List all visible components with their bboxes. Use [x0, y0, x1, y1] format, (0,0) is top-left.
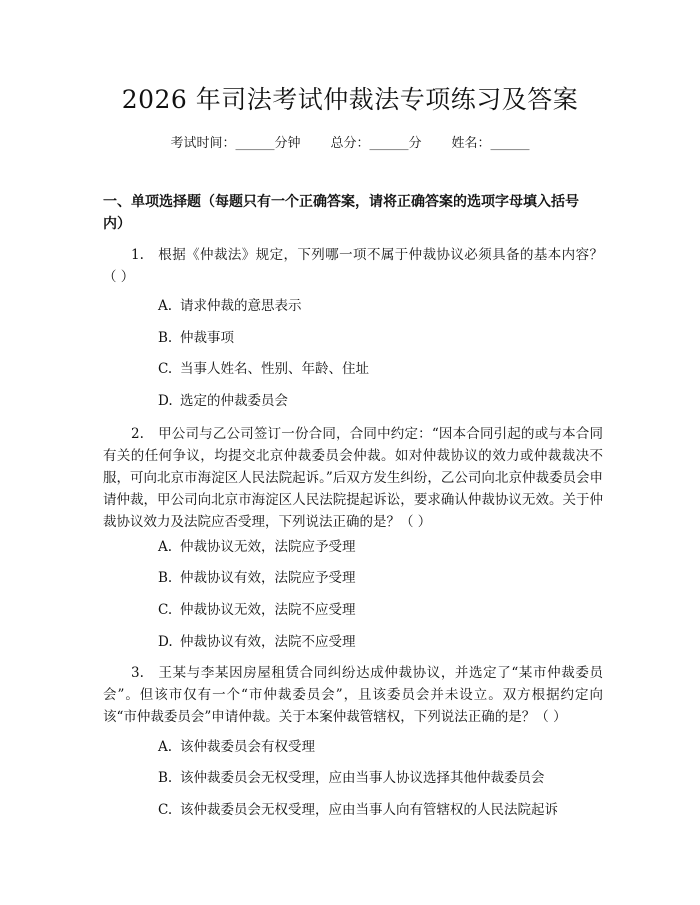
option-3b: B. 该仲裁委员会无权受理，应由当事人协议选择其他仲裁委员会: [158, 770, 545, 786]
option-3a: A. 该仲裁委员会有权受理: [158, 739, 315, 755]
question-3: [103, 662, 603, 728]
question-number: 3.: [131, 665, 144, 681]
option-1d: D. 选定的仲裁委员会: [158, 393, 288, 409]
page-title: 2026 年司法考试仲裁法专项练习及答案: [121, 85, 579, 114]
exam-meta: [0, 132, 700, 151]
section-heading: 一、单项选择题（每题只有一个正确答案，请将正确答案的选项字母填入括号内）: [103, 194, 579, 232]
student-name: 姓名：______: [451, 136, 530, 151]
option-2a: A. 仲裁协议无效，法院应予受理: [158, 539, 356, 555]
option-1c: C. 当事人姓名、性别、年龄、住址: [158, 361, 369, 377]
option-2d: D. 仲裁协议有效，法院不应受理: [158, 634, 356, 650]
question-text: 根据《仲裁法》规定，下列哪一项不属于仲裁协议必须具备的基本内容？（ ）: [103, 247, 603, 285]
option-1a: A. 请求仲裁的意思表示: [158, 298, 302, 314]
question-text: 甲公司与乙公司签订一份合同，合同中约定：“因本合同引起的或与本合同有关的任何争议，均提交北京仲裁委员会仲裁。如对仲裁协议的效力或仲裁裁决不服，可向北京市海淀区人民法院起诉。”后双方发生纠纷，乙公司向北京仲裁委员会申请仲裁，甲公司向北京市海淀区人民法院提起诉讼，要求确认仲裁协议无效。关于仲裁协议效力及法院应否受理，下列说法正确的是？（ ）: [103, 426, 603, 530]
question-number: 1.: [131, 247, 144, 263]
total-score: 总分：______分: [330, 136, 422, 151]
option-2c: C. 仲裁协议无效，法院不应受理: [158, 602, 356, 618]
question-1: [103, 244, 603, 288]
option-2b: B. 仲裁协议有效，法院应予受理: [158, 570, 356, 586]
option-3c: C. 该仲裁委员会无权受理，应由当事人向有管辖权的人民法院起诉: [158, 802, 558, 818]
question-2: [103, 423, 603, 533]
question-text: 王某与李某因房屋租赁合同纠纷达成仲裁协议，并选定了“某市仲裁委员会”。但该市仅有一个“市仲裁委员会”，且该委员会并未设立。双方根据约定向该“市仲裁委员会”申请仲裁。关于本案仲裁管辖权，下列说法正确的是？（ ）: [103, 665, 603, 725]
exam-time: 考试时间：______分钟: [170, 136, 301, 151]
question-number: 2.: [131, 426, 144, 442]
option-1b: B. 仲裁事项: [158, 330, 234, 346]
